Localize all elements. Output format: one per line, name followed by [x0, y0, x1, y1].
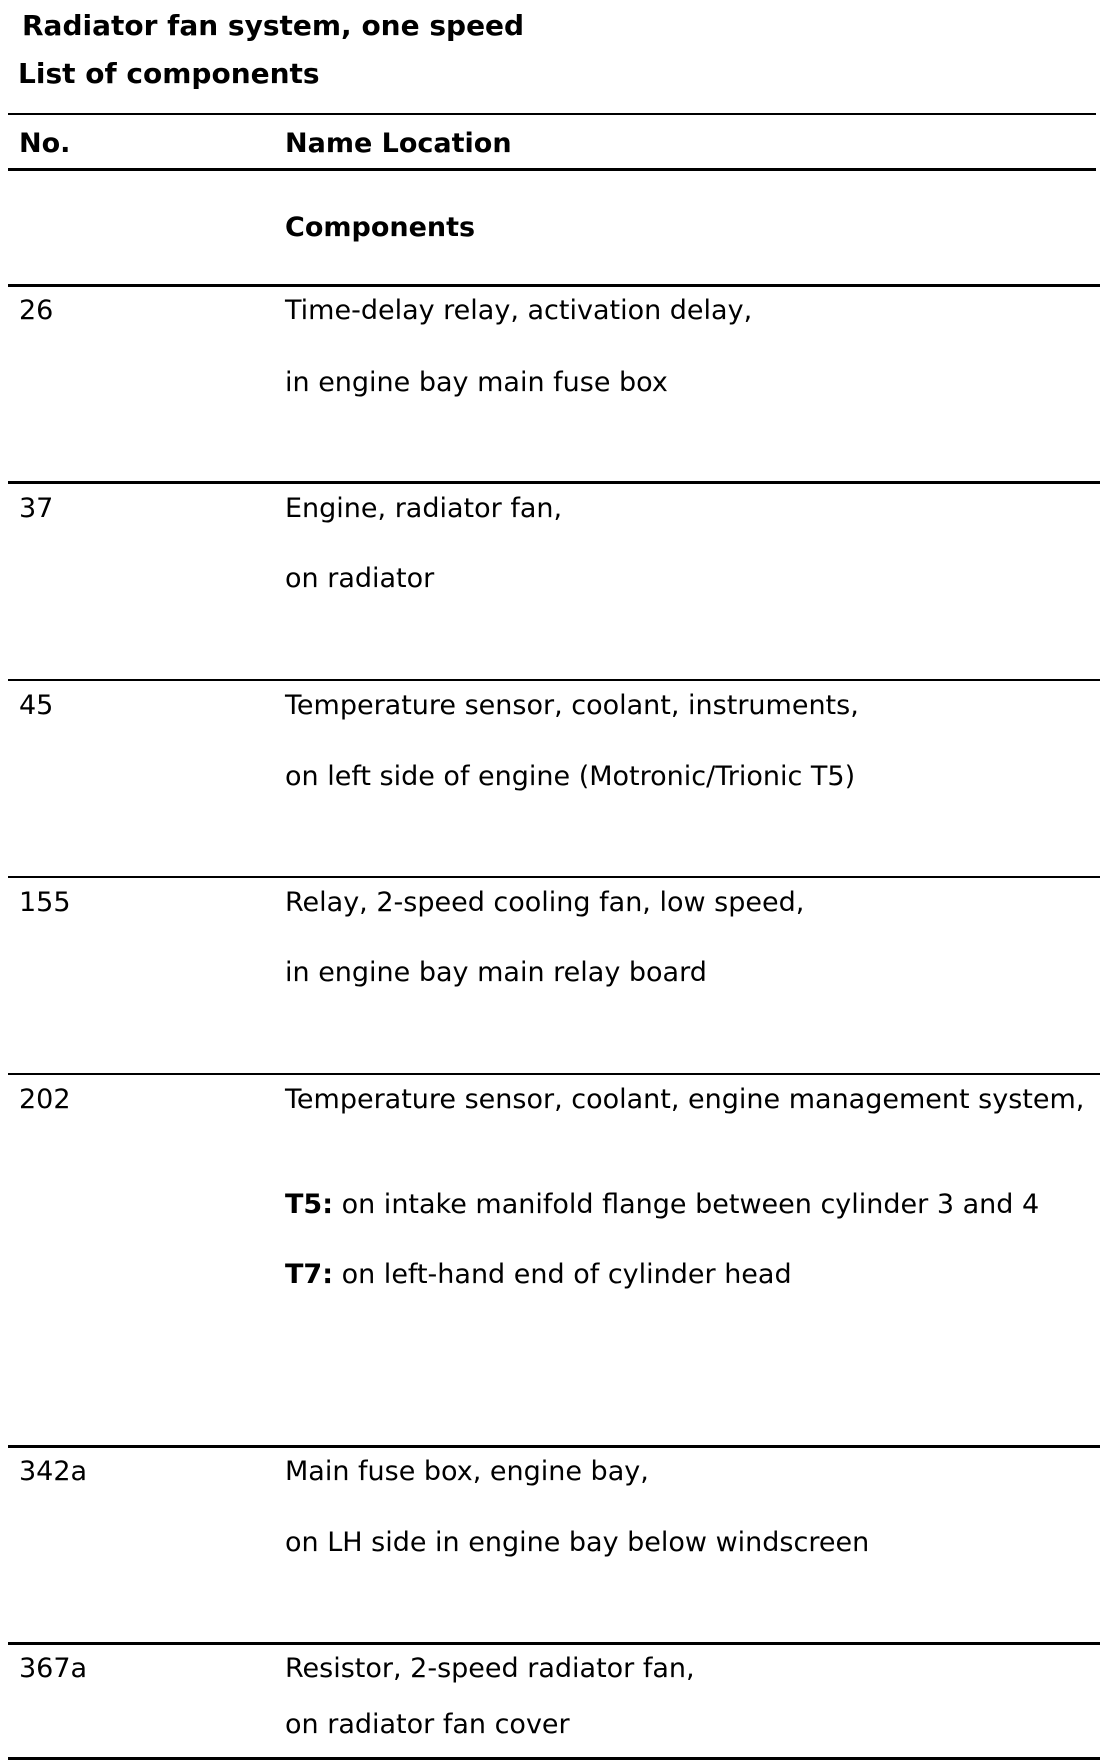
component-location: in engine bay main relay board	[285, 957, 707, 988]
component-number: 26	[19, 295, 54, 326]
column-header-name-location: Name Location	[285, 128, 512, 159]
component-name: Resistor, 2-speed radiator fan,	[285, 1653, 695, 1684]
component-location-variant	[285, 1188, 1039, 1222]
component-location: on radiator fan cover	[285, 1709, 570, 1740]
row-separator	[8, 1642, 1100, 1645]
component-name: Time-delay relay, activation delay,	[285, 295, 753, 326]
table-top-rule	[8, 113, 1096, 115]
component-number: 45	[19, 690, 54, 721]
component-name: Temperature sensor, coolant, engine management system,	[285, 1084, 1085, 1115]
component-number: 342a	[19, 1456, 88, 1487]
component-location: in engine bay main fuse box	[285, 367, 668, 398]
column-header-no: No.	[19, 128, 71, 159]
row-separator	[8, 876, 1100, 878]
row-separator	[8, 1445, 1100, 1448]
row-separator	[8, 284, 1100, 287]
table-header-rule	[8, 168, 1096, 171]
component-location: on radiator	[285, 563, 435, 594]
component-name: Relay, 2-speed cooling fan, low speed,	[285, 887, 805, 918]
section-label-components: Components	[285, 212, 476, 243]
engine-variant-label: T5:	[285, 1189, 334, 1220]
row-separator	[8, 1073, 1100, 1075]
component-number: 155	[19, 887, 71, 918]
variant-location: on intake manifold flange between cylinder 3 and 4	[333, 1189, 1040, 1220]
row-separator	[8, 679, 1100, 681]
document-subtitle: List of components	[18, 57, 320, 90]
component-location-variant	[285, 1258, 792, 1292]
table-bottom-rule	[8, 1757, 1100, 1760]
component-number: 37	[19, 493, 54, 524]
component-number: 202	[19, 1084, 71, 1115]
component-name: Engine, radiator fan,	[285, 493, 563, 524]
component-name: Temperature sensor, coolant, instruments,	[285, 690, 859, 721]
component-number: 367a	[19, 1653, 88, 1684]
component-location: on left side of engine (Motronic/Trionic T5)	[285, 761, 856, 792]
component-name: Main fuse box, engine bay,	[285, 1456, 649, 1487]
component-location: on LH side in engine bay below windscreen	[285, 1527, 870, 1558]
row-separator	[8, 481, 1100, 484]
variant-location: on left-hand end of cylinder head	[333, 1259, 792, 1290]
document-title: Radiator fan system, one speed	[22, 9, 525, 42]
engine-variant-label: T7:	[285, 1259, 334, 1290]
